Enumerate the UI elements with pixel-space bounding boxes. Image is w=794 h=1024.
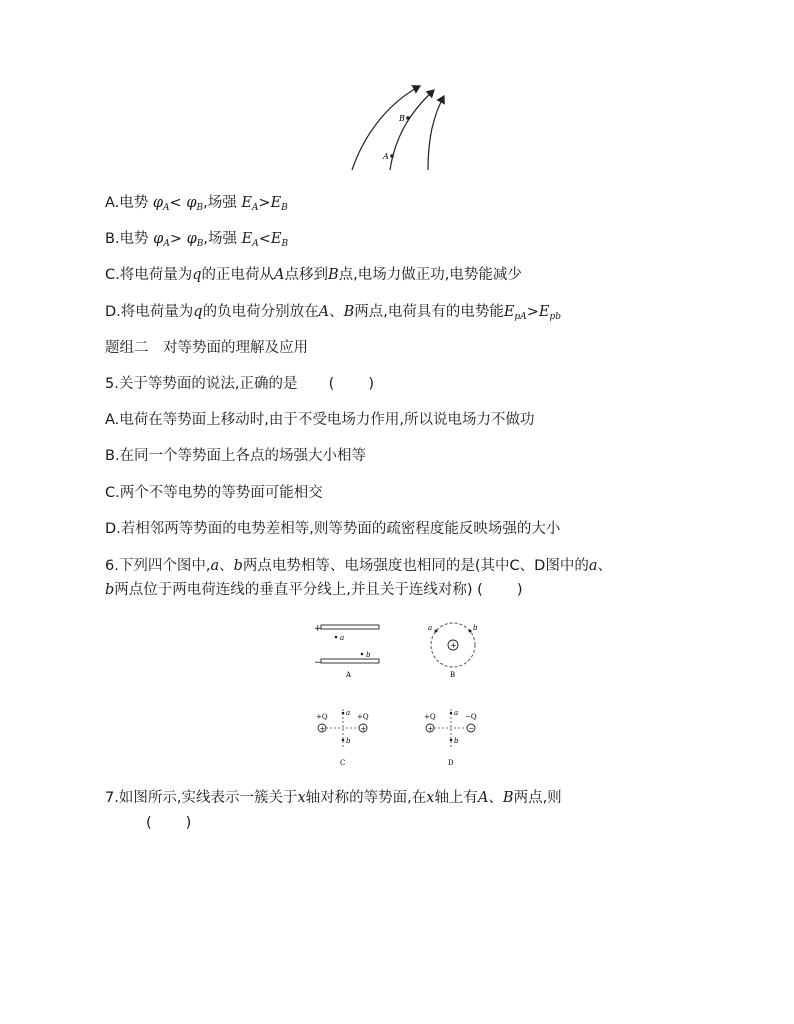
point-b [406,116,410,120]
relation: < [258,231,271,247]
option-text: 的正电荷从 [201,267,275,283]
point-symbol: B [502,790,514,806]
option-text: D.将电荷量为 [105,304,194,320]
subscript: A [163,203,170,213]
option-text: 的负电荷分别放在 [202,304,319,320]
subscript: A [252,239,259,249]
e-symbol: E [241,195,252,211]
left-charge-label: +Q [316,713,328,721]
answer-paren-close: ) [368,376,375,392]
subscript: A [251,203,259,213]
point-symbol: a [588,558,598,574]
point-symbol: B [343,304,355,320]
x-symbol: x [297,790,306,806]
plate-minus-sign: − [314,658,322,668]
q5-option-a[interactable]: A.电荷在等势面上移动时,由于不受电场力作用,所以说电场力不做功 [105,412,535,428]
left-charge-label: +Q [424,713,436,721]
subscript: pb [549,312,561,322]
q6-stem-line2 [105,580,523,600]
q5-option-c[interactable]: C.两个不等电势的等势面可能相交 [105,485,323,501]
option-text: C.将电荷量为 [105,267,193,283]
relation: > [526,304,539,320]
point-b-dot [469,630,472,633]
q4-option-c[interactable] [105,265,522,285]
point-a-label: a [340,634,345,642]
point-symbol: A [274,267,285,283]
point-a-dot [435,630,438,633]
answer-paren-open: ( [328,376,335,392]
field-line-right [428,96,444,170]
caption-c: C [340,759,346,767]
separator: 、 [219,558,234,574]
question-text: 轴上有 [434,790,478,806]
phi-symbol: φ [186,195,197,211]
point-b-label: b [473,624,478,632]
q-symbol: q [193,304,203,320]
caption-d: D [448,759,454,767]
group-title: 题组二 对等势面的理解及应用 [105,340,308,356]
right-charge-label: +Q [357,713,369,721]
point-a [390,154,394,158]
x-symbol: x [426,790,435,806]
option-text: ,场强 [203,195,237,211]
subscript: A [163,239,170,249]
point-a-dot [342,712,345,715]
option-text: 两点,电荷具有的电势能 [354,304,504,320]
point-a-label: a [454,709,459,717]
answer-paren-open: ( [146,815,152,831]
phi-symbol: φ [152,195,164,211]
phi-symbol: φ [153,231,164,247]
point-symbol: A [318,304,330,320]
point-b-dot [342,739,345,742]
e-symbol: E [270,195,282,211]
point-b-label: b [454,737,459,745]
figure-b [428,623,478,679]
option-text: B.电势 [105,231,149,247]
caption-b: B [450,671,456,679]
option-text: 点,电场力做正功,电势能减少 [338,267,522,283]
right-charge-label: −Q [465,713,477,721]
option-text: A.电势 [105,195,149,211]
option-text: 点移到 [284,267,329,283]
subscript: B [196,203,204,213]
point-symbol: a [210,558,220,574]
figure-a [314,624,379,679]
left-charge-sign: + [319,725,326,733]
relation: > [258,195,271,211]
q5-stem [105,374,374,394]
q4-option-a[interactable] [105,193,288,218]
question-text: 两点位于两电荷连线的垂直平分线上,并且关于连线对称) [114,582,473,598]
q7-answer [146,813,191,833]
point-b-label: b [346,737,351,745]
left-charge-sign: + [427,725,434,733]
point-a-dot [335,636,338,639]
point-symbol: b [105,582,115,598]
answer-paren-open: ( [477,582,483,598]
question-text: 5.关于等势面的说法,正确的是 [105,376,298,392]
separator: 、 [597,558,613,574]
question-text: 6.下列四个图中, [105,558,211,574]
separator: 、 [329,304,344,320]
q5-option-b[interactable]: B.在同一个等势面上各点的场强大小相等 [105,448,367,464]
point-b-label: B [399,114,405,123]
plate-plus-sign: + [314,624,322,634]
center-charge-sign: + [450,641,457,650]
q5-option-d[interactable]: D.若相邻两等势面的电势差相等,则等势面的疏密程度能反映场强的大小 [105,521,561,537]
answer-paren-close: ) [516,582,523,598]
subscript: B [281,203,288,213]
subscript: pA [514,312,527,322]
point-a-label: a [428,624,433,632]
field-lines-figure [340,82,450,174]
point-a-dot [450,712,453,715]
point-b-dot [361,653,364,656]
top-plate [321,625,379,629]
point-a-label: a [346,709,351,717]
subscript: B [281,239,289,249]
right-charge-sign: + [360,725,367,733]
q-symbol: q [192,267,202,283]
question-text: 两点电势相等、电场强度也相同的是(其中C、D图中的 [242,558,589,574]
point-symbol: A [477,790,489,806]
question-text: 轴对称的等势面,在 [305,790,427,806]
caption-a: A [346,671,352,679]
point-symbol: b [233,558,243,574]
q7-stem [105,788,562,808]
e-symbol: E [503,304,515,320]
phi-symbol: φ [186,231,197,247]
option-text: ,场强 [203,231,237,247]
question-text: 两点,则 [513,790,562,806]
q4-option-b[interactable] [105,229,288,254]
q6-stem-line1 [105,556,612,576]
point-b-dot [450,739,453,742]
q6-figures [300,615,500,775]
q4-option-d[interactable] [105,302,561,327]
point-b-label: b [366,651,371,659]
figure-d [424,709,477,767]
separator: 、 [488,790,503,806]
relation: > [169,231,182,247]
point-symbol: B [328,267,339,283]
e-symbol: E [538,304,550,320]
bottom-plate [321,659,379,663]
e-symbol: E [241,231,253,247]
answer-paren-close: ) [185,815,192,831]
e-symbol: E [270,231,282,247]
right-charge-sign: − [468,725,475,733]
question-text: 7.如图所示,实线表示一簇关于 [105,790,298,806]
relation: < [169,195,182,211]
figure-c [316,709,369,767]
point-a-label: A [383,152,389,161]
subscript: B [196,239,204,249]
